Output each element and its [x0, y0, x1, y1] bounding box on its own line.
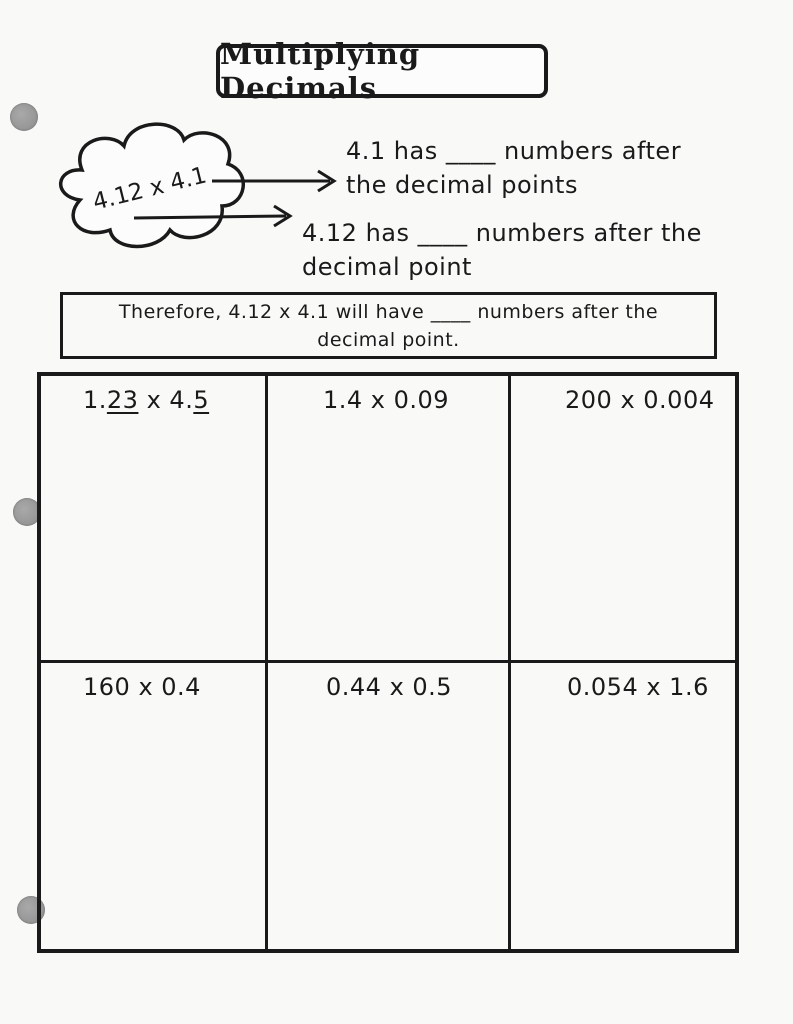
problem-1-op: x	[138, 386, 170, 414]
problem-cell-6	[511, 663, 735, 949]
statement-1-line-1: 4.1 has ____ numbers after	[346, 137, 682, 165]
problem-cell-1	[41, 376, 268, 663]
problem-1-a-digits: 23	[106, 386, 139, 414]
problem-4: 160 x 0.4	[83, 673, 201, 701]
problem-3: 200 x 0.004	[565, 386, 715, 414]
therefore-box	[60, 292, 717, 359]
problem-1	[83, 386, 209, 414]
problem-5: 0.44 x 0.5	[326, 673, 453, 701]
problem-cell-2	[268, 376, 511, 663]
problem-1-a-whole: 1.	[83, 386, 107, 414]
problem-cell-4	[41, 663, 268, 949]
problem-cell-5	[268, 663, 511, 949]
statement-2-line-2: decimal point	[302, 253, 472, 281]
problem-1-b-digits: 5	[193, 386, 210, 414]
therefore-line-2: decimal point.	[317, 328, 460, 351]
problem-6: 0.054 x 1.6	[567, 673, 709, 701]
problem-grid	[37, 372, 739, 953]
therefore-line-1: Therefore, 4.12 x 4.1 will have ____ numbers after the	[118, 300, 659, 323]
cloud-expression: 4.12 x 4.1	[90, 162, 210, 216]
page-title-text: Multiplying Decimals	[220, 37, 421, 105]
problem-cell-3	[511, 376, 735, 663]
statement-1-line-2: the decimal points	[346, 171, 578, 199]
problem-2: 1.4 x 0.09	[323, 386, 450, 414]
statement-2-line-1: 4.12 has ____ numbers after the	[302, 219, 702, 247]
problem-1-b-whole: 4.	[169, 386, 194, 414]
